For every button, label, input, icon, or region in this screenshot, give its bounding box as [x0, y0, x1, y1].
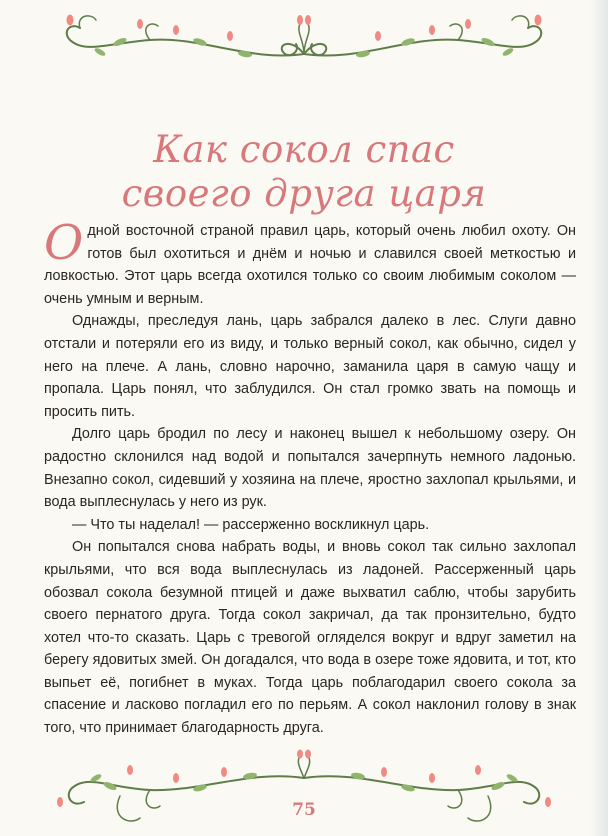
top-floral-ornament: [0, 6, 608, 76]
story-paragraph-4: — Что ты наделал! — рассерженно воскликнул царь.: [72, 516, 430, 533]
paragraph-text: дной восточной страной правил царь, который очень любил охоту. Он готов был охотиться и днём и ночью и славился своей меткостью и ловкостью. Этот царь всегда охотился только со своим любимым соколом — очень умным и верным.: [44, 223, 576, 307]
story-paragraph-2: Однажды, преследуя лань, царь забрался далеко в лес. Слуги давно отстали и потеряли его из виду, и только верный сокол, как обычно, сидел у него на плече. А лань, словно нарочно, заманила царя в самую чащу и пропала. Царь понял, что заблудился. Он стал громко звать на помощь и просить пить.: [44, 313, 576, 420]
story-title: [0, 128, 608, 216]
page-number: 75: [292, 800, 316, 820]
story-title-line-2: своего друга царя: [121, 172, 487, 215]
story-paragraph-1: [44, 215, 576, 310]
story-title-line-1: Как сокол спас: [153, 128, 455, 171]
page-edge-shadow: [590, 0, 608, 836]
bottom-floral-ornament: [0, 748, 608, 836]
story-body: [44, 215, 576, 740]
drop-cap: О: [44, 215, 84, 271]
story-paragraph-3: Долго царь бродил по лесу и наконец вышел к небольшому озеру. Он радостно склонился над водой и попытался зачерпнуть немного ладонью. Внезапно сокол, сидевший у хозяина на плече, яростно захлопал крыльями, и вода выплеснулась у него из рук.: [44, 426, 576, 511]
story-paragraph-5: Он попытался снова набрать воды, и вновь сокол так сильно захлопал крыльями, что вся вода выплеснулась из ладоней. Рассерженный царь обозвал сокола безумной птицей и даже выхватил саблю, чтобы зарубить своего пернатого друга. Тогда сокол закричал, да так пронзительно, будто хотел что-то сказать. Царь с тревогой огляделся вокруг и вдруг заметил на берегу ядовитых змей. Он догадался, что вода в озере тоже ядовита, и тот, кто выпьет её, погибнет в муках. Тогда царь поблагодарил своего сокола за спасение и ласково погладил его по перьям. А сокол наклонил голову в знак того, что принимает благодарность друга.: [44, 539, 576, 737]
